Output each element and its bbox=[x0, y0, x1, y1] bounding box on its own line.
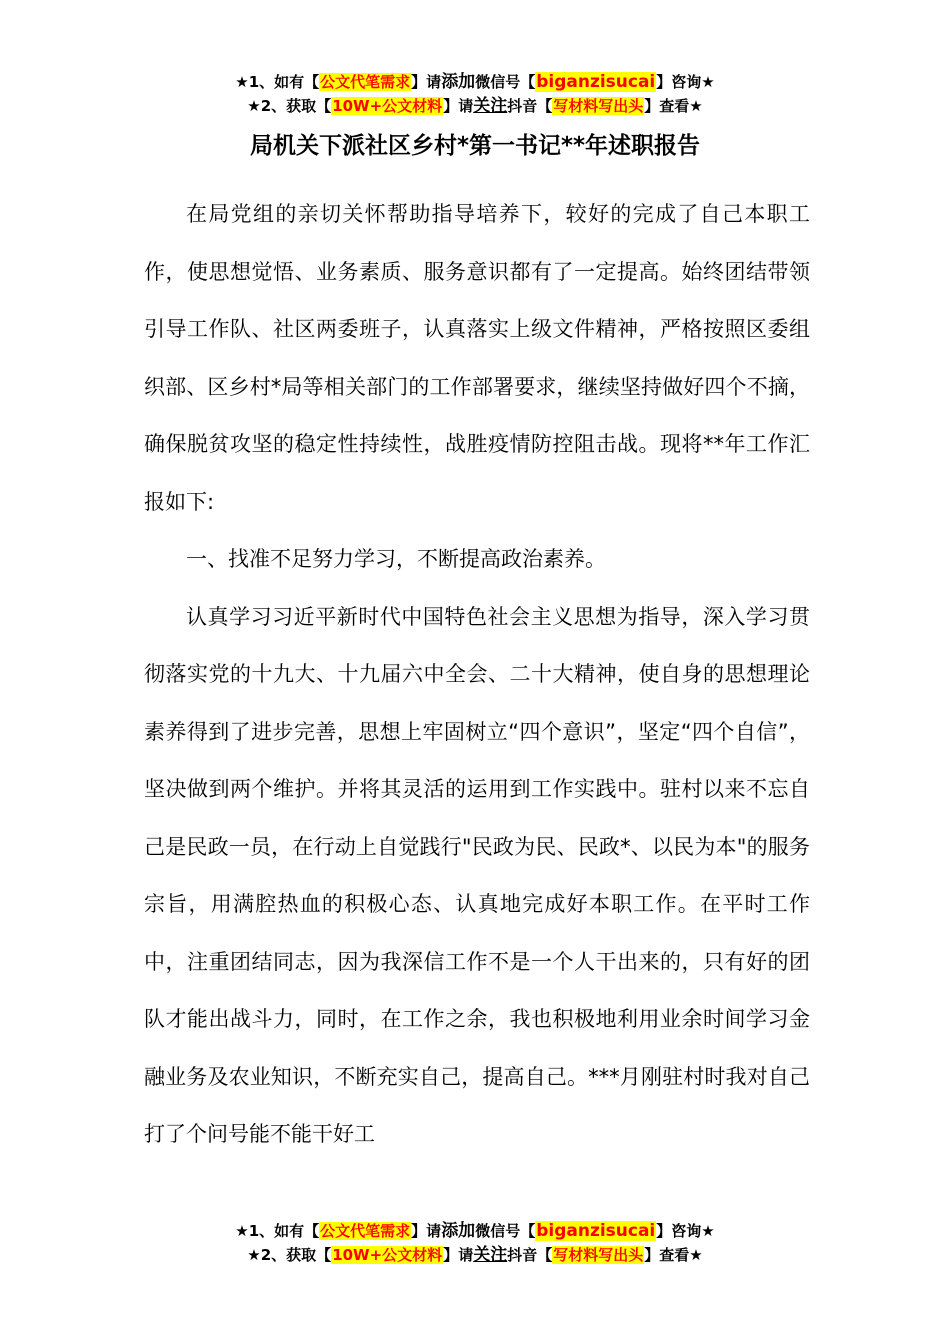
promo-line-2 bbox=[0, 94, 950, 118]
promo-text: 】查看★ bbox=[644, 97, 703, 115]
promo-text: 】请 bbox=[443, 97, 474, 115]
promo-emphasis: 关注 bbox=[473, 1245, 508, 1265]
promo-text: 】咨询★ bbox=[656, 1222, 715, 1240]
promo-text: ★1、如有【 bbox=[235, 73, 320, 91]
promo-wechat-id: biganzisucai bbox=[536, 1221, 656, 1241]
promo-line-1 bbox=[0, 1219, 950, 1243]
promo-text: 】咨询★ bbox=[656, 73, 715, 91]
promo-emphasis: 关注 bbox=[473, 96, 508, 116]
section-heading-1: 一、找准不足努力学习，不断提高政治素养。 bbox=[186, 547, 606, 571]
promo-text: ★2、获取【 bbox=[247, 97, 332, 115]
promo-banner-bottom bbox=[0, 1219, 950, 1267]
promo-banner-top bbox=[0, 70, 950, 118]
document-title: 局机关下派社区乡村*第一书记**年述职报告 bbox=[249, 133, 701, 159]
promo-text: 微信号【 bbox=[475, 73, 536, 91]
promo-text: 抖音【 bbox=[507, 97, 553, 115]
promo-text: 抖音【 bbox=[507, 1246, 553, 1264]
promo-highlight: 公文代笔需求 bbox=[320, 1222, 411, 1240]
promo-line-2 bbox=[0, 1243, 950, 1267]
promo-highlight: 10W+公文材料 bbox=[332, 97, 443, 115]
promo-emphasis: 添加 bbox=[441, 1221, 476, 1241]
promo-text: 】查看★ bbox=[644, 1246, 703, 1264]
promo-highlight: 10W+公文材料 bbox=[332, 1246, 443, 1264]
promo-line-1 bbox=[0, 70, 950, 94]
promo-highlight: 公文代笔需求 bbox=[320, 73, 411, 91]
document-body bbox=[144, 186, 810, 1164]
promo-emphasis: 添加 bbox=[441, 72, 476, 92]
promo-text: ★1、如有【 bbox=[235, 1222, 320, 1240]
promo-text: ★2、获取【 bbox=[247, 1246, 332, 1264]
promo-wechat-id: biganzisucai bbox=[536, 72, 656, 92]
promo-douyin-id: 写材料写出头 bbox=[553, 97, 644, 115]
paragraph-study: 认真学习习近平新时代中国特色社会主义思想为指导，深入学习贯彻落实党的十九大、十九届六中全会、二十大精神，使自身的思想理论素养得到了进步完善，思想上牢固树立“四个意识”，坚定“四个自信”，坚决做到两个维护。并将其灵活的运用到工作实践中。驻村以来不忘自己是民政一员，在行动上自觉践行"民政为民、民政*、以民为本"的服务宗旨，用满腔热血的积极心态、认真地完成好本职工作。在平时工作中，注重团结同志，因为我深信工作不是一个人干出来的，只有好的团队才能出战斗力，同时，在工作之余，我也积极地利用业余时间学习金融业务及农业知识，不断充实自己，提高自己。***月刚驻村时我对自己打了个问号能不能干好工 bbox=[144, 604, 810, 1146]
promo-douyin-id: 写材料写出头 bbox=[553, 1246, 644, 1264]
promo-text: 微信号【 bbox=[475, 1222, 536, 1240]
promo-text: 】请 bbox=[443, 1246, 474, 1264]
paragraph-intro: 在局党组的亲切关怀帮助指导培养下，较好的完成了自己本职工作，使思想觉悟、业务素质、服务意识都有了一定提高。始终团结带领引导工作队、社区两委班子，认真落实上级文件精神，严格按照区委组织部、区乡村*局等相关部门的工作部署要求，继续坚持做好四个不摘，确保脱贫攻坚的稳定性持续性，战胜疫情防控阻击战。现将**年工作汇报如下: bbox=[144, 202, 810, 514]
promo-text: 】请 bbox=[411, 73, 442, 91]
promo-text: 】请 bbox=[411, 1222, 442, 1240]
